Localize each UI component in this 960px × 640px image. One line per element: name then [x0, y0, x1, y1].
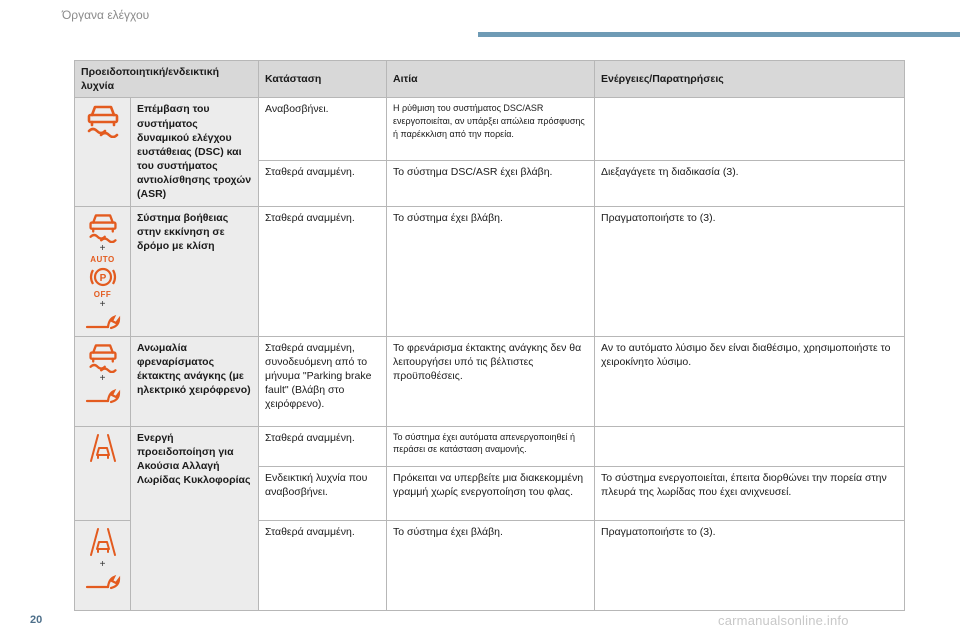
section-title: Όργανα ελέγχου [62, 8, 150, 22]
table-row [75, 98, 905, 161]
table-row [75, 336, 905, 426]
auto-park-off-icon [88, 265, 118, 289]
cause-cell: Το σύστημα έχει βλάβη. [387, 206, 595, 336]
header-cause: Αιτία [387, 61, 595, 98]
state-cell: Σταθερά αναμμένη, συνοδευόμενη από το μήνυμα "Parking brake fault" (Βλάβη στο χειρόφρενο). [259, 336, 387, 426]
actions-cell: Διεξαγάγετε τη διαδικασία (3). [595, 161, 905, 206]
svg-text:P: P [99, 272, 106, 284]
header-indicator: Προειδοποιητική/ενδεικτική λυχνία [75, 61, 259, 98]
skid-icon [85, 341, 121, 373]
actions-cell: Το σύστημα ενεργοποιείται, έπειτα διορθώνει την πορεία στην πλευρά της λωρίδας που έχει ανιχνευσεί. [595, 466, 905, 520]
plus-sign: + [99, 242, 106, 254]
header-accent-bar [478, 32, 960, 37]
state-cell: Σταθερά αναμμένη. [259, 206, 387, 336]
indicator-icon-cell [75, 98, 131, 206]
watermark: carmanualsonline.info [718, 613, 849, 628]
table-row [75, 426, 905, 466]
actions-cell [595, 426, 905, 466]
wrench-icon [84, 385, 122, 405]
indicator-icon-cell [75, 520, 131, 610]
cause-cell: Το σύστημα DSC/ASR έχει βλάβη. [387, 161, 595, 206]
indicator-name-hill-start: Σύστημα βοήθειας στην εκκίνηση σε δρόμο με κλίση [131, 206, 259, 336]
state-cell: Σταθερά αναμμένη. [259, 520, 387, 610]
lane-departure-icon [86, 431, 120, 465]
indicator-icon-cell [75, 336, 131, 426]
plus-sign: + [99, 372, 106, 384]
off-label: OFF [93, 289, 112, 299]
actions-cell: Αν το αυτόματο λύσιμο δεν είναι διαθέσιμο, χρησιμοποιήστε το χειροκίνητο λύσιμο. [595, 336, 905, 426]
cause-cell: Το φρενάρισμα έκτακτης ανάγκης δεν θα λειτουργήσει υπό τις βέλτιστες προϋποθέσεις. [387, 336, 595, 426]
header-state: Κατάσταση [259, 61, 387, 98]
skid-icon [85, 211, 121, 243]
cause-cell: Το σύστημα έχει βλάβη. [387, 520, 595, 610]
indicator-icon-cell [75, 206, 131, 336]
warning-lamps-table [74, 60, 905, 611]
actions-cell: Πραγματοποιήστε το (3). [595, 520, 905, 610]
state-cell: Σταθερά αναμμένη. [259, 426, 387, 466]
header-actions: Ενέργειες/Παρατηρήσεις [595, 61, 905, 98]
cause-cell: Πρόκειται να υπερβείτε μια διακεκομμένη γραμμή χωρίς ενεργοποίηση του φλας. [387, 466, 595, 520]
page-number: 20 [30, 614, 43, 626]
state-cell: Ενδεικτική λυχνία που αναβοσβήνει. [259, 466, 387, 520]
indicator-name-lane-departure: Ενεργή προειδοποίηση για Ακούσια Αλλαγή Λωρίδας Κυκλοφορίας [131, 426, 259, 610]
indicator-icon-cell [75, 426, 131, 520]
lane-departure-icon [86, 525, 120, 559]
table-header-row [75, 61, 905, 98]
state-cell: Αναβοσβήνει. [259, 98, 387, 161]
indicator-name-dsc: Επέμβαση του συστήματος δυναμικού ελέγχου ευστάθειας (DSC) και του συστήματος αντιολίσθησης τροχών (ASR) [131, 98, 259, 206]
wrench-icon [84, 311, 122, 331]
table-row [75, 206, 905, 336]
cause-cell: Το σύστημα έχει αυτόματα απενεργοποιηθεί ή περάσει σε κατάσταση αναμονής. [387, 426, 595, 466]
plus-sign: + [99, 558, 106, 570]
indicator-name-emergency-braking: Ανωμαλία φρεναρίσματος έκτακτης ανάγκης (με ηλεκτρικό χειρόφρενο) [131, 336, 259, 426]
wrench-icon [84, 571, 122, 591]
auto-label: AUTO [90, 254, 115, 264]
skid-icon [83, 102, 123, 138]
actions-cell: Πραγματοποιήστε το (3). [595, 206, 905, 336]
plus-sign: + [99, 298, 106, 310]
state-cell: Σταθερά αναμμένη. [259, 161, 387, 206]
actions-cell [595, 98, 905, 161]
cause-cell: Η ρύθμιση του συστήματος DSC/ASR ενεργοποιείται, αν υπάρξει απώλεια πρόσφυσης ή παρέκκλιση από την πορεία. [387, 98, 595, 161]
